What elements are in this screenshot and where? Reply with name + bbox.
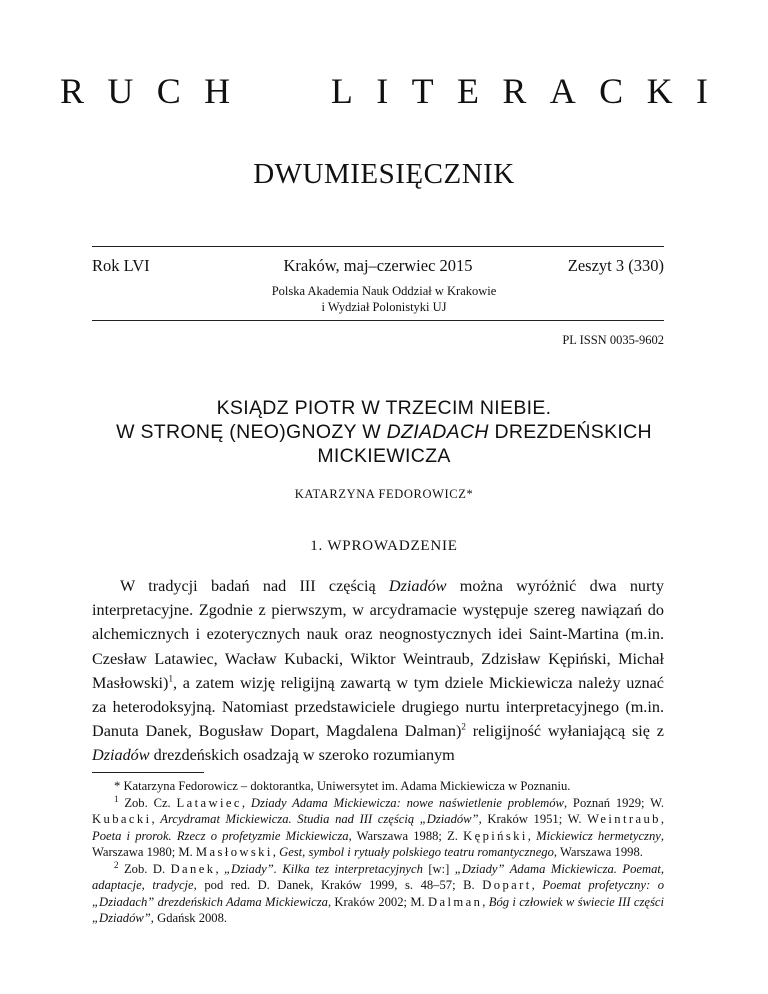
place-date: Kraków, maj–czerwiec 2015 bbox=[283, 256, 473, 275]
title-letter: C bbox=[156, 71, 181, 111]
footnote-ref[interactable]: 2 bbox=[461, 721, 466, 732]
text-run: , bbox=[241, 795, 251, 810]
text-run: , Warszawa 1980; M. bbox=[92, 828, 664, 859]
author-name: Kubacki bbox=[92, 812, 152, 826]
italic-run: Dziadów bbox=[92, 746, 150, 765]
footnote-2 bbox=[92, 861, 664, 927]
text-run: Zob. D. bbox=[118, 861, 171, 876]
work-title: Mickiewicz hermetyczny bbox=[536, 828, 661, 843]
paragraph bbox=[92, 574, 664, 768]
text-run: drezdeńskich osadzają w szeroko rozumianym bbox=[149, 746, 455, 765]
volume-year: Rok LVI bbox=[92, 256, 150, 275]
text-run: , bbox=[272, 845, 280, 859]
journal-title bbox=[60, 70, 708, 112]
work-title: „Dziady”. Kilka tez interpretacyjnych bbox=[224, 861, 423, 876]
author-name: Latawiec bbox=[176, 795, 242, 810]
article-author: KATARZYNA FEDOROWICZ* bbox=[294, 487, 474, 501]
text-run: , pod red. D. Danek, Kraków 1999, s. 48–57; B. bbox=[193, 878, 483, 892]
text-run: W tradycji badań nad III częścią bbox=[120, 577, 389, 595]
article-title-line: KSIĄDZ PIOTR W TRZECIM NIEBIE. bbox=[216, 397, 552, 419]
issue-meta-row bbox=[92, 256, 664, 276]
text-run: , bbox=[531, 878, 543, 892]
text-run: , bbox=[527, 828, 537, 843]
title-letter: C bbox=[599, 71, 624, 111]
footnote-marker: 1 bbox=[114, 793, 119, 804]
text-run: można wyróżnić dwa nurty interpretacyjne. Zgodnie z pierwszym, w arcydramacie występuje szereg nawiązań do alchemicznych i ezoterycznych nauk oraz neognostycznych idei Saint-Martina (m.in. Czesław Latawiec, Wacław Kubacki, Wiktor Weintraub, Zdzisław Kępiński, Michał Masłowski) bbox=[92, 577, 665, 692]
header-rule-bottom bbox=[92, 320, 664, 321]
title-letter: I bbox=[376, 71, 389, 111]
footnote-separator bbox=[92, 772, 204, 773]
work-title: Poemat profetyczny: o „Dziadach” drezdeńskich Adama Mickiewicza bbox=[92, 878, 665, 909]
footnote-marker: 2 bbox=[114, 859, 119, 870]
work-title: Bóg i człowiek w świecie III części „Dziadów” bbox=[92, 894, 664, 925]
text-run: Zob. Cz. bbox=[118, 795, 177, 810]
author-name: Danek bbox=[170, 861, 216, 876]
title-letter: R bbox=[60, 71, 85, 111]
text-run: , Poznań 1929; W. bbox=[563, 795, 664, 810]
title-letter: T bbox=[411, 71, 434, 111]
publisher-line: Polska Akademia Nauk Oddział w Krakowie bbox=[271, 284, 497, 298]
text-run: , Warszawa 1988; Z. bbox=[348, 828, 464, 843]
footnote-ref[interactable]: 1 bbox=[168, 673, 173, 684]
author-name: Masłowski bbox=[195, 845, 273, 859]
author-name: Dopart bbox=[482, 878, 532, 892]
title-text: W STRONĘ (NEO)GNOZY W bbox=[116, 421, 387, 443]
text-run: religijność wyłaniającą się z bbox=[465, 722, 664, 741]
issue-number: Zeszyt 3 (330) bbox=[567, 256, 664, 275]
publisher bbox=[0, 283, 768, 315]
work-title: Gest, symbol i rytuały polskiego teatru romantycznego bbox=[279, 845, 554, 859]
title-letter: E bbox=[457, 71, 480, 111]
footnotes bbox=[92, 778, 664, 927]
article-title bbox=[60, 396, 708, 468]
text-run: , bbox=[151, 812, 161, 826]
text-run: , Kraków 1951; W. bbox=[478, 812, 588, 826]
text-run: [w:] bbox=[422, 861, 455, 876]
title-letter: I bbox=[695, 71, 708, 111]
title-letter: L bbox=[330, 71, 353, 111]
text-run: , bbox=[482, 894, 489, 909]
work-title: Dziady Adama Mickiewicza: nowe naświetlenie problemów bbox=[250, 795, 564, 810]
article-title-line bbox=[60, 420, 708, 444]
title-letter: R bbox=[502, 71, 527, 111]
title-letter: H bbox=[204, 71, 231, 111]
title-letter: K bbox=[646, 71, 673, 111]
body-text bbox=[92, 574, 664, 768]
author-name: Weintraub bbox=[587, 812, 661, 826]
title-letter: U bbox=[107, 71, 134, 111]
footnote-author bbox=[92, 778, 664, 795]
text-run: , Kraków 2002; M. bbox=[327, 894, 428, 909]
issn: PL ISSN 0035-9602 bbox=[562, 333, 664, 347]
footnote-marker: * bbox=[114, 779, 121, 793]
text-run: , Gdańsk 2008. bbox=[150, 911, 228, 925]
work-title: Arcydramat Mickiewicza. Studia nad III częścią „Dziadów” bbox=[160, 812, 479, 826]
work-title: „Dziady” Adama Mickiewicza. Poemat, adaptacje, tradycje bbox=[92, 861, 665, 892]
italic-run: Dziadów bbox=[388, 577, 447, 595]
author-name: Dalman bbox=[428, 894, 483, 909]
header-rule-top bbox=[92, 246, 664, 247]
title-italic: DZIADACH bbox=[386, 421, 489, 443]
text-run: , a zatem wizję religijną zawartą w tym dziele Mickiewicza należy uznać za heterodoksyjną. Natomiast przedstawiciele drugiego nurtu interpretacyjnego (m.in. Danuta Danek, Bogusław Dopart, Magdalena Dalman) bbox=[92, 673, 664, 741]
journal-subtitle: DWUMIESIĘCZNIK bbox=[253, 158, 515, 190]
text-run: , bbox=[215, 861, 225, 876]
author-name: Kępiński bbox=[463, 828, 528, 843]
title-word-gap bbox=[254, 70, 308, 112]
title-letter: A bbox=[549, 71, 576, 111]
title-text: DREZDEŃSKICH bbox=[488, 421, 652, 443]
text-run: , Warszawa 1998. bbox=[553, 845, 643, 859]
text-run: , bbox=[660, 812, 665, 826]
publisher-line: i Wydział Polonistyki UJ bbox=[321, 300, 447, 314]
article-title-line: MICKIEWICZA bbox=[317, 445, 451, 467]
section-heading: 1. WPROWADZENIE bbox=[310, 538, 458, 554]
work-title: Poeta i prorok. Rzecz o profetyzmie Mickiewicza bbox=[92, 828, 349, 843]
footnote-1 bbox=[92, 795, 664, 861]
text-run: Katarzyna Fedorowicz – doktorantka, Uniwersytet im. Adama Mickiewicza w Poznaniu. bbox=[120, 779, 571, 793]
